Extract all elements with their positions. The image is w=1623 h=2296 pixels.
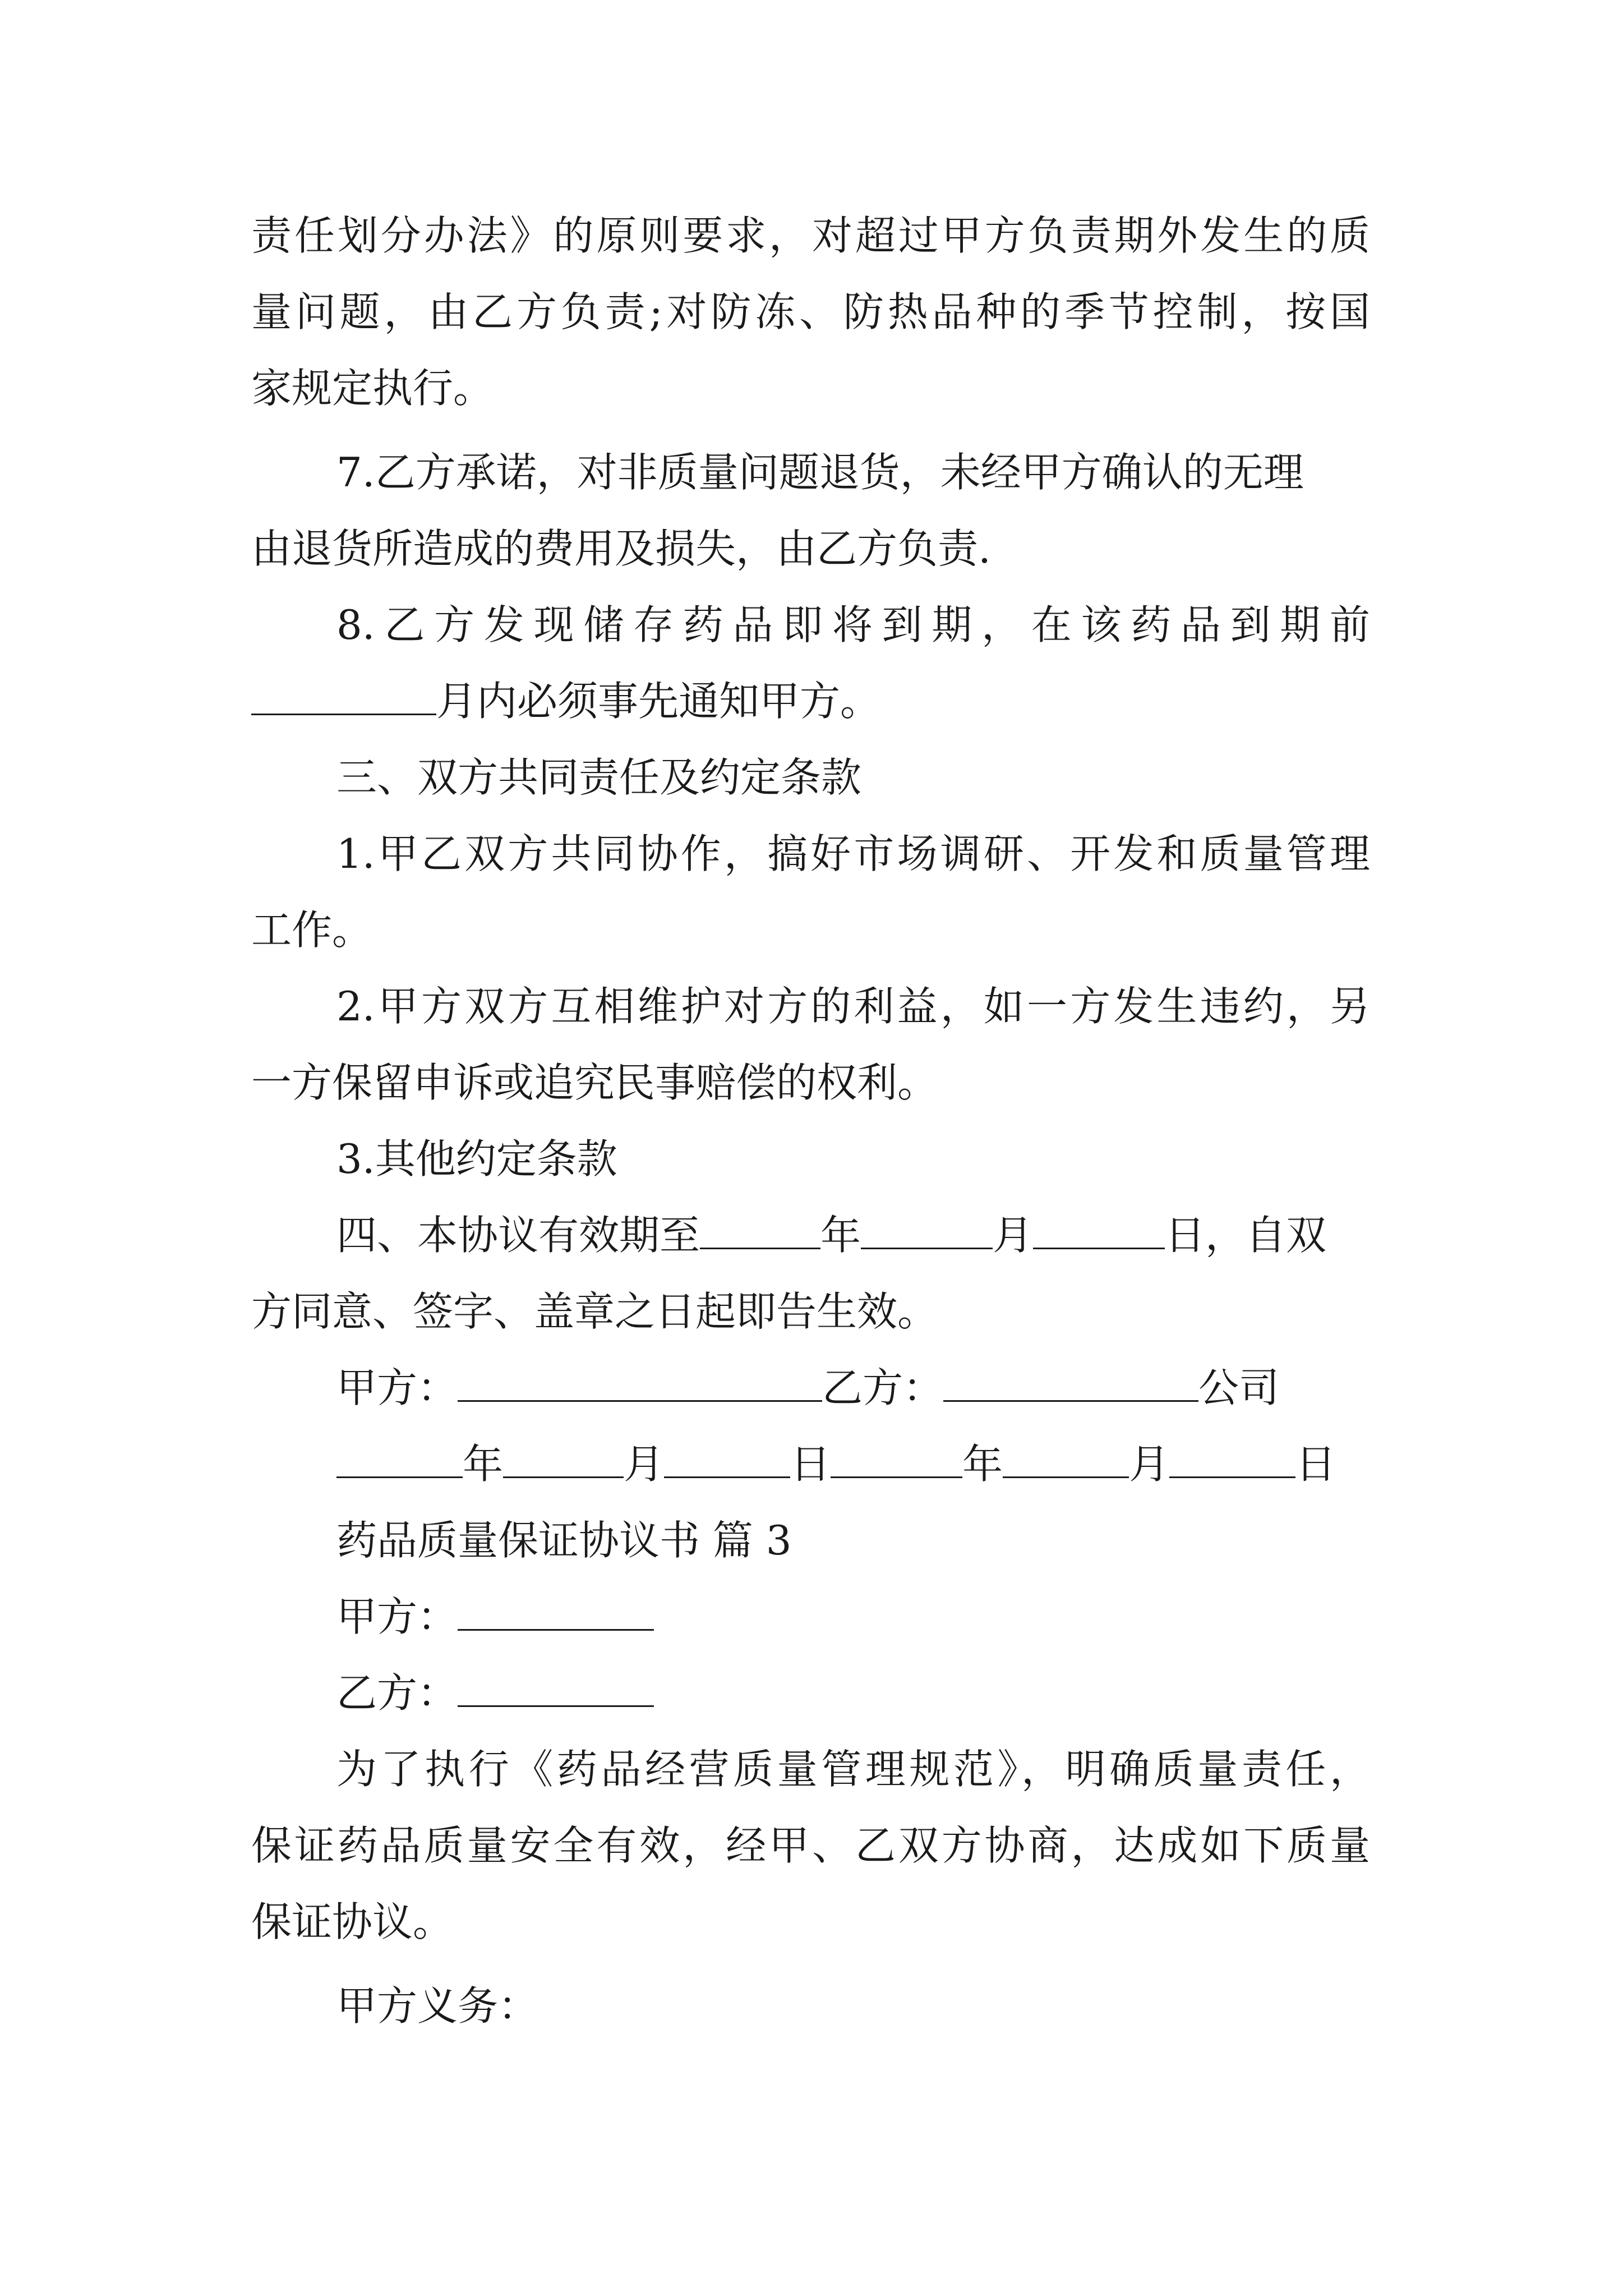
fill-blank-line xyxy=(700,1215,820,1249)
fill-blank-line xyxy=(831,1444,962,1478)
year-label: 年 xyxy=(962,1441,1003,1488)
fill-blank-line xyxy=(1169,1444,1295,1478)
party-a-label: 甲方： xyxy=(336,1364,458,1411)
party-b-label: 乙方： xyxy=(336,1669,458,1717)
fill-blank-line xyxy=(336,1444,463,1478)
fill-blank-line xyxy=(503,1444,624,1478)
intro-line-2: 保证药品质量安全有效，经甲、乙双方协商，达成如下质量 xyxy=(251,1822,1370,1869)
paragraph-line: 家规定执行。 xyxy=(251,365,494,412)
signature-party-line xyxy=(336,1364,1280,1411)
party-a-label: 甲方： xyxy=(336,1593,458,1640)
fill-blank-line xyxy=(458,1368,822,1402)
intro-line-3: 保证协议。 xyxy=(251,1898,454,1945)
year-label: 年 xyxy=(820,1212,861,1259)
fill-blank-line xyxy=(861,1215,993,1249)
party-a-obligations-heading: 甲方义务： xyxy=(336,1982,539,2030)
clause-8-line-2-text: 月内必须事先通知甲方。 xyxy=(436,678,881,725)
fill-blank-line xyxy=(664,1444,790,1478)
year-label: 年 xyxy=(463,1441,504,1488)
month-label: 月 xyxy=(993,1212,1034,1259)
day-label: 日 xyxy=(790,1441,831,1488)
fill-blank-line xyxy=(458,1596,654,1631)
fill-blank-line xyxy=(251,681,436,715)
section-3-clause-1-line-2: 工作。 xyxy=(251,907,373,954)
section-4-text: 四、本协议有效期至 xyxy=(336,1212,700,1259)
paragraph-line: 量问题，由乙方负责;对防冻、防热品种的季节控制，按国 xyxy=(251,288,1370,335)
section-3-clause-3: 3.其他约定条款 xyxy=(336,1135,617,1182)
clause-7-line-2: 由退货所造成的费用及损失，由乙方负责. xyxy=(251,525,991,572)
fill-blank-line xyxy=(458,1673,654,1707)
clause-8-line-2 xyxy=(251,678,881,725)
section-3-clause-2-line-1: 2.甲方双方互相维护对方的利益，如一方发生违约，另 xyxy=(336,983,1370,1030)
clause-8-line-1: 8.乙方发现储存药品即将到期，在该药品到期前 xyxy=(336,601,1370,648)
clause-7-line-1: 7.乙方承诺，对非质量问题退货，未经甲方确认的无理 xyxy=(336,449,1304,496)
intro-line-1: 为了执行《药品经营质量管理规范》，明确质量责任， xyxy=(336,1746,1370,1793)
section-3-clause-2-line-2: 一方保留申诉或追究民事赔偿的权利。 xyxy=(251,1059,938,1106)
section-title: 药品质量保证协议书 篇 3 xyxy=(336,1517,792,1564)
section-4-line-2: 方同意、签字、盖章之日起即告生效。 xyxy=(251,1288,938,1335)
section-3-heading: 三、双方共同责任及约定条款 xyxy=(336,754,862,801)
month-label: 月 xyxy=(1129,1441,1170,1488)
paragraph-line: 责任划分办法》的原则要求，对超过甲方负责期外发生的质 xyxy=(251,212,1370,259)
fill-blank-line xyxy=(1003,1444,1129,1478)
day-label: 日，自双 xyxy=(1165,1212,1327,1259)
fill-blank-line xyxy=(1033,1215,1165,1249)
party-b-line xyxy=(336,1669,654,1717)
fill-blank-line xyxy=(943,1368,1198,1402)
signature-date-line xyxy=(336,1441,1336,1488)
company-label: 公司 xyxy=(1198,1364,1280,1411)
month-label: 月 xyxy=(624,1441,665,1488)
party-a-line xyxy=(336,1593,654,1640)
section-4-line-1 xyxy=(336,1212,1327,1259)
section-3-clause-1-line-1: 1.甲乙双方共同协作，搞好市场调研、开发和质量管理 xyxy=(336,830,1370,877)
day-label: 日 xyxy=(1295,1441,1336,1488)
party-b-label: 乙方： xyxy=(822,1364,944,1411)
